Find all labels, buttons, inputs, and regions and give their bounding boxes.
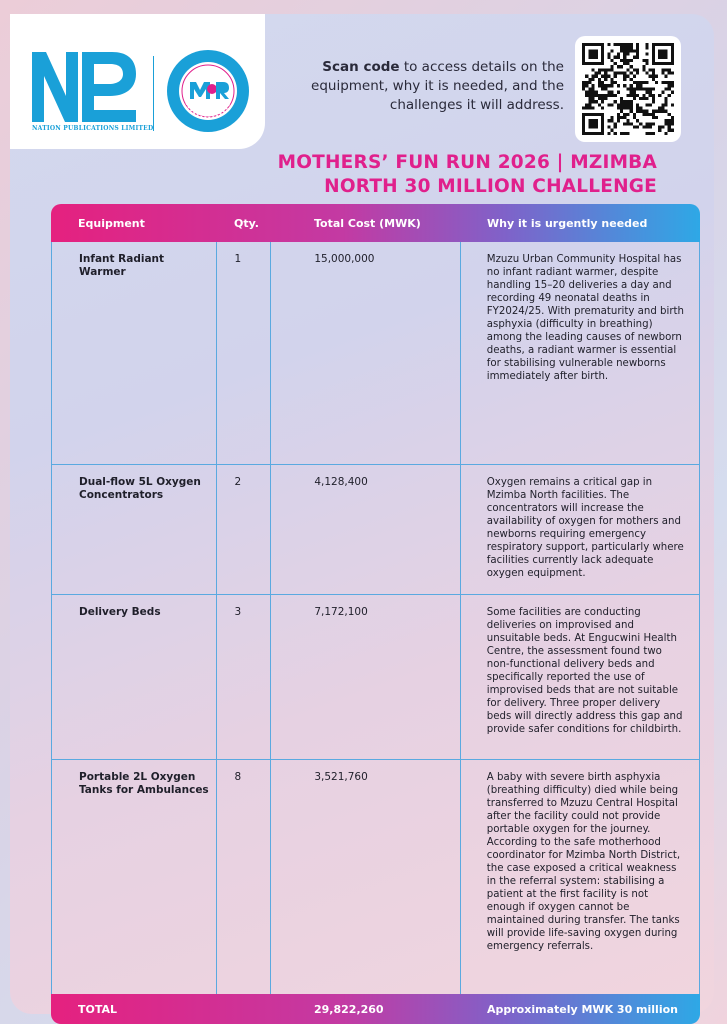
table-row [52,595,699,760]
cell-qty: 2 [217,465,271,594]
cell-qty: 1 [217,242,271,464]
footer-note: Approximately MWK 30 million [487,1002,678,1016]
publisher-caption: NATION PUBLICATIONS LIMITED [32,125,154,132]
cell-qty: 8 [217,760,271,994]
cell-equipment: Portable 2L Oxygen Tanks for Ambulances [52,760,217,994]
table-row [52,242,699,465]
cell-cost: 3,521,760 [271,760,460,994]
equipment-table [51,204,700,1024]
qr-code-icon [582,43,674,135]
title-line-2: NORTH 30 MILLION CHALLENGE [324,176,657,197]
table-footer [51,994,700,1024]
mothers-fun-run-badge-icon [166,49,250,133]
page-background [10,14,714,1014]
cell-cost: 4,128,400 [271,465,460,594]
page-title [237,151,657,199]
scan-rest: to access details on the equipment, why it is needed, and the challenges it will address. [311,59,564,113]
cell-qty: 3 [217,595,271,759]
cell-equipment: Dual-flow 5L Oxygen Concentrators [52,465,217,594]
table-header [51,204,700,242]
cell-cost: 7,172,100 [271,595,460,759]
header-reason: Why it is urgently needed [487,216,648,230]
np-logo [32,52,136,122]
title-line-1: MOTHERS’ FUN RUN 2026 | MZIMBA [277,152,657,173]
cell-reason: Oxygen remains a critical gap in Mzimba North facilities. The concentrators will increase the availability of oxygen for mothers and newborns requiring emergency respiratory support, particularly where facilities currently lack adequate oxygen equipment. [486,477,684,579]
header-cost: Total Cost (MWK) [314,216,421,230]
scan-instructions [292,58,564,115]
scan-bold: Scan code [322,59,400,75]
table-row [52,760,699,994]
table-body [51,242,700,994]
cell-equipment: Delivery Beds [52,595,217,759]
cell-reason: Some facilities are conducting deliveries on improvised and unsuitable beds. At Engucwini Health Centre, the assessment found two non-functional delivery beds and specifically reported the use of improvised beds that are not suitable for delivery. Three proper delivery beds will directly address this gap and provide safer conditions for childbirth. [486,607,683,735]
header-qty: Qty. [234,216,259,230]
cell-equipment: Infant Radiant Warmer [52,242,217,464]
header-equipment: Equipment [78,216,145,230]
logo-divider [153,56,154,131]
cell-cost: 15,000,000 [271,242,460,464]
table-row [52,465,699,595]
logo-card [10,14,265,149]
footer-total-cost: 29,822,260 [314,1002,384,1016]
cell-reason: A baby with severe birth asphyxia (breathing difficulty) died while being transferred to Mzuzu Central Hospital after the facility could not provide portable oxygen for the journey. According to the safe motherhood coordinator for Mzimba North District, the case exposed a critical weakness in the referral system: stabilising a patient at the first facility is not enough if oxygen cannot be maintained during transfer. The tanks will provide life-saving oxygen during emergency referrals. [486,772,681,952]
qr-code[interactable] [575,36,681,142]
cell-reason: Mzuzu Urban Community Hospital has no infant radiant warmer, despite handling 15–20 deliveries a day and recording 49 neonatal deaths in FY2024/25. With prematurity and birth asphyxia (difficulty in breathing) among the leading causes of newborn deaths, a radiant warmer is essential for stabilising vulnerable newborns immediately after birth. [486,254,684,382]
footer-label: TOTAL [78,1002,118,1016]
